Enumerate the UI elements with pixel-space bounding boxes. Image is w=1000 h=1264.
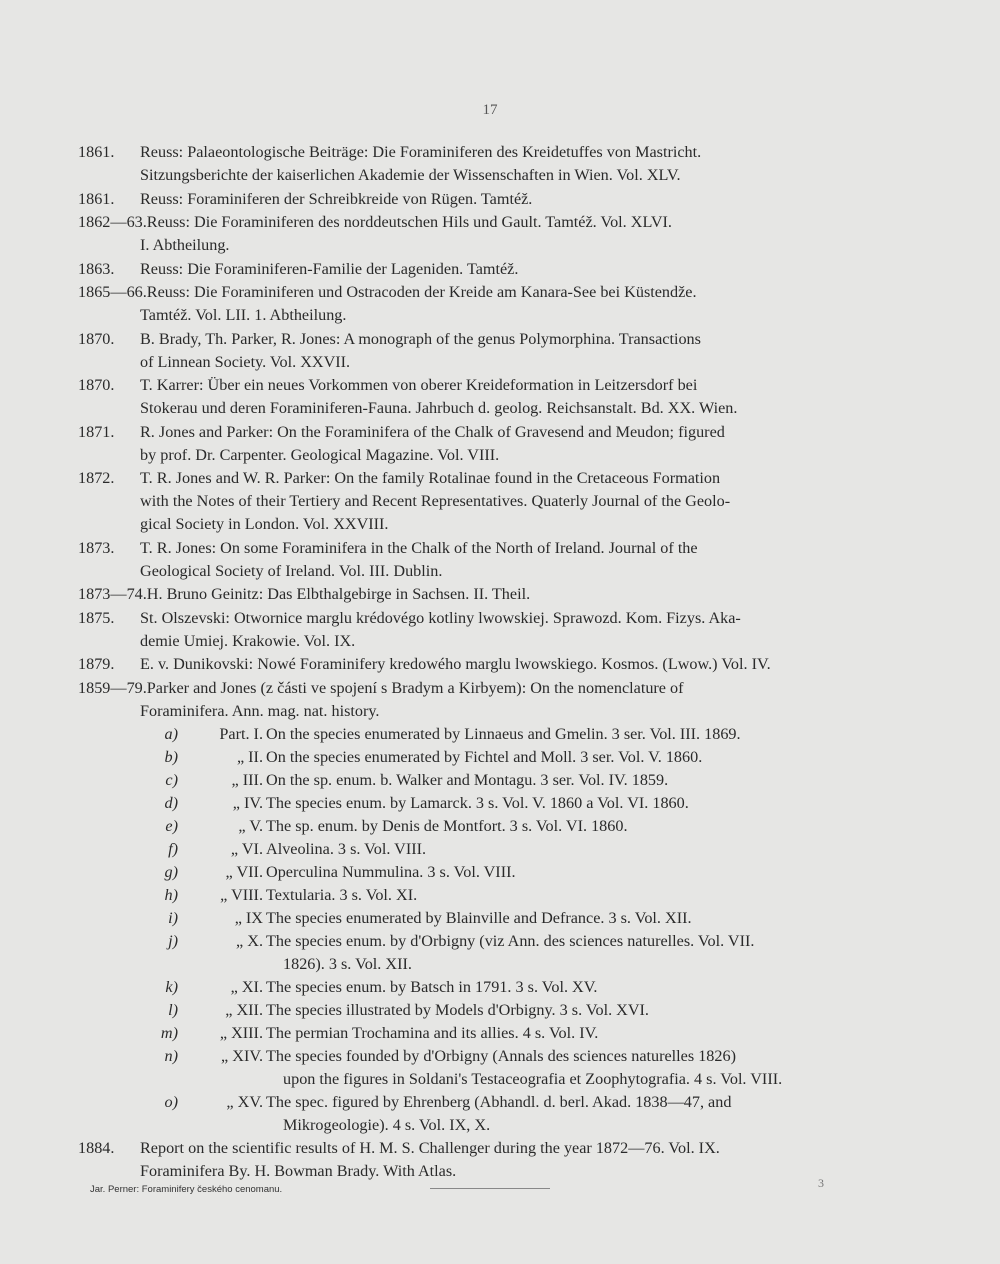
entry-continuation: Foraminifera By. H. Bowman Brady. With Atlas. [140,1162,457,1180]
footer-rule [430,1188,550,1189]
bibliography-entry [78,1137,904,1183]
subentry-letter: f) [168,840,178,858]
entry-text: Reuss: Die Foraminiferen des norddeutschen Hils und Gault. Tamtéž. Vol. XLVI. [146,213,672,231]
entry-text: Reuss: Foraminiferen der Schreibkreide von Rügen. Tamtéž. [140,189,533,208]
bibliography-entry [78,258,904,281]
subentry-text: The species enum. by Lamarck. 3 s. Vol. V. 1860 a Vol. VI. 1860. [266,794,689,812]
bibliography-entry [78,188,904,211]
entry-text: T. R. Jones: On some Foraminifera in the Chalk of the North of Ireland. Journal of the [140,538,698,557]
subentry [78,884,904,907]
bibliography-entry [78,537,904,583]
subentry-text: The species enum. by Batsch in 1791. 3 s. Vol. XV. [266,978,598,996]
subentry-text: The permian Trochamina and its allies. 4 s. Vol. IV. [266,1024,599,1042]
subentry-text: On the species enumerated by Linnaeus and Gmelin. 3 ser. Vol. III. 1869. [266,725,741,743]
entry-text: St. Olszevski: Otwornice marglu krédovégo kotliny lwowskiej. Sprawozd. Kom. Fizys. Aka- [140,608,741,627]
subentry-letter: g) [164,863,178,881]
entry-first-line [78,328,904,351]
entry-year: 1863. [78,259,115,278]
subentry-part: „ II. [236,748,263,766]
subentry-letter: d) [164,794,178,812]
entry-continuation: demie Umiej. Krakowie. Vol. IX. [140,631,356,650]
subentry [78,838,904,861]
entry-first-line [78,1137,904,1160]
subentry-part: „ XIII. [219,1024,263,1042]
bibliography-entries [78,141,904,723]
subentry-text: The species illustrated by Models d'Orbigny. 3 s. Vol. XVI. [266,1001,649,1019]
subentry [78,1022,904,1045]
entry-year: 1875. [78,608,115,627]
entry-first-line [78,374,904,397]
subentry-letter: a) [164,725,178,743]
entry-first-line [78,211,904,234]
bibliography-entry [78,141,904,187]
subentry-text: The species enum. by d'Orbigny (viz Ann. des sciences naturelles. Vol. VII. [266,932,755,950]
subentry-letter: b) [164,748,178,766]
entry-year: 1879. [78,655,115,673]
entry-first-line [78,281,904,304]
entry-year: 1865—66. [78,283,147,301]
subentry-text: Textularia. 3 s. Vol. XI. [266,886,418,904]
subentry-letter: o) [164,1093,178,1111]
entry-first-line [78,607,904,630]
subentry-part: „ X. [236,932,263,950]
subentry-text: On the species enumerated by Fichtel and Moll. 3 ser. Vol. V. 1860. [266,748,703,766]
entry-continuation: Tamtéž. Vol. LII. 1. Abtheilung. [140,306,347,324]
entry-year: 1873. [78,538,115,557]
subentry-part: „ III. [231,771,263,789]
subentry-letter: j) [168,932,178,950]
subentry-part: „ XII. [225,1001,263,1019]
subentry [78,723,904,746]
subentry-letter: i) [168,909,178,927]
subentry [78,930,904,976]
entry-text: Reuss: Die Foraminiferen-Familie der Lageniden. Tamtéž. [140,259,519,278]
subentry-text: Operculina Nummulina. 3 s. Vol. VIII. [266,863,516,881]
subentry-letter: h) [164,886,178,904]
entry-continuation: with the Notes of their Tertiery and Recent Representatives. Quaterly Journal of the Geolo- [140,492,731,510]
subentry-part: „ XI. [230,978,263,996]
entry-first-line [78,421,904,444]
entry-text: H. Bruno Geinitz: Das Elbthalgebirge in Sachsen. II. Theil. [146,585,531,603]
entry-first-line [78,188,904,211]
subentry-part: „ IV. [232,794,263,812]
subentry-part: „ XV. [226,1093,263,1111]
bibliography-entry [78,374,904,420]
bibliography-entry [78,607,904,653]
entry-year: 1862—63. [78,213,147,231]
subentry-part: „ VIII. [220,886,263,904]
footer-credit: Jar. Perner: Foraminifery českého cenomanu. [90,1184,283,1195]
entry-year: 1859—79. [78,678,147,697]
entry-year: 1872. [78,469,115,487]
bibliography-entry [78,583,904,606]
entry-text: Parker and Jones (z části ve spojení s Bradym a Kirbyem): On the nomenclature of [146,678,684,697]
entry-text: Reuss: Palaeontologische Beiträge: Die Foraminiferen des Kreidetuffes von Mastricht. [140,143,702,161]
entry-year: 1873—74. [78,585,147,603]
bibliography-subentries [78,723,904,1137]
subentry-part: „ VI. [230,840,263,858]
bibliography-entry [78,467,904,536]
subentry [78,1045,904,1091]
subentry-part: „ XIV. [221,1047,263,1065]
subentry [78,861,904,884]
subentry-part: Part. I. [219,725,263,743]
subentry [78,907,904,930]
sheet-signature: 3 [818,1176,824,1190]
entry-continuation: I. Abtheilung. [140,236,230,254]
subentry-letter: n) [164,1047,178,1065]
subentry-letter: m) [160,1024,178,1042]
entry-first-line [78,141,904,164]
bibliography-entry [78,653,904,676]
entry-text: B. Brady, Th. Parker, R. Jones: A monograph of the genus Polymorphina. Transactions [140,329,701,348]
entry-text: T. R. Jones and W. R. Parker: On the family Rotalinae found in the Cretaceous Formation [140,469,721,487]
subentry [78,746,904,769]
entry-text: E. v. Dunikovski: Nowé Foraminifery kredowého marglu lwowskiego. Kosmos. (Lwow.) Vol. IV. [140,655,771,673]
subentry-continuation: upon the figures in Soldani's Testaceografia et Zoophytografia. 4 s. Vol. VIII. [283,1070,783,1088]
entry-first-line [78,467,904,490]
entry-continuation: Foraminifera. Ann. mag. nat. history. [140,701,380,720]
entry-continuation: gical Society in London. Vol. XXVIII. [140,515,389,533]
entry-year: 1871. [78,422,115,441]
subentry-continuation: 1826). 3 s. Vol. XII. [283,955,412,973]
subentry-text: Alveolina. 3 s. Vol. VIII. [266,840,427,858]
subentry [78,1091,904,1137]
subentry-part: „ VII. [225,863,263,881]
entry-first-line [78,258,904,281]
entry-year: 1861. [78,189,115,208]
entry-text: Report on the scientific results of H. M. S. Challenger during the year 1872—76. Vol. IX. [140,1139,720,1157]
subentry-text: The species enumerated by Blainville and Defrance. 3 s. Vol. XII. [266,909,692,927]
bibliography-entry [78,211,904,257]
entry-year: 1861. [78,143,115,161]
entry-continuation: by prof. Dr. Carpenter. Geological Magazine. Vol. VIII. [140,445,500,464]
subentry [78,792,904,815]
subentry-letter: l) [168,1001,178,1019]
entry-continuation: Stokerau und deren Foraminiferen-Fauna. Jahrbuch d. geolog. Reichsanstalt. Bd. XX. Wien. [140,399,738,417]
subentry [78,815,904,838]
subentry-text: The sp. enum. by Denis de Montfort. 3 s. Vol. VI. 1860. [266,817,628,835]
subentry-text: The species founded by d'Orbigny (Annals des sciences naturelles 1826) [266,1047,736,1065]
entry-continuation: Sitzungsberichte der kaiserlichen Akademie der Wissenschaften in Wien. Vol. XLV. [140,166,681,184]
bibliography-entry [78,281,904,327]
entry-first-line [78,653,904,676]
bibliography-final-entry [78,1137,904,1183]
entry-year: 1870. [78,329,115,348]
subentry-continuation: Mikrogeologie). 4 s. Vol. IX, X. [283,1116,491,1134]
bibliography-entry [78,677,904,723]
subentry-letter: k) [165,978,178,996]
entry-first-line [78,583,904,606]
subentry-letter: c) [165,771,178,789]
entry-text: Reuss: Die Foraminiferen und Ostracoden der Kreide am Kanara-See bei Küstendže. [146,283,697,301]
subentry [78,769,904,792]
subentry-letter: e) [165,817,178,835]
subentry-text: The spec. figured by Ehrenberg (Abhandl. d. berl. Akad. 1838—47, and [266,1093,732,1111]
subentry-part: „ IX [234,909,263,927]
bibliography [78,141,904,1184]
subentry-part: „ V. [238,817,263,835]
entry-text: T. Karrer: Über ein neues Vorkommen von oberer Kreideformation in Leitzersdorf bei [140,376,698,394]
entry-first-line [78,537,904,560]
entry-year: 1884. [78,1139,115,1157]
subentry-text: On the sp. enum. b. Walker and Montagu. 3 ser. Vol. IV. 1859. [266,771,669,789]
entry-continuation: of Linnean Society. Vol. XXVII. [140,352,351,371]
entry-continuation: Geological Society of Ireland. Vol. III. Dublin. [140,561,443,580]
subentry [78,999,904,1022]
bibliography-entry [78,421,904,467]
subentry [78,976,904,999]
entry-text: R. Jones and Parker: On the Foraminifera of the Chalk of Gravesend and Meudon; figured [140,422,725,441]
entry-year: 1870. [78,376,115,394]
bibliography-entry [78,328,904,374]
entry-first-line [78,677,904,700]
page-number: 17 [482,102,498,118]
